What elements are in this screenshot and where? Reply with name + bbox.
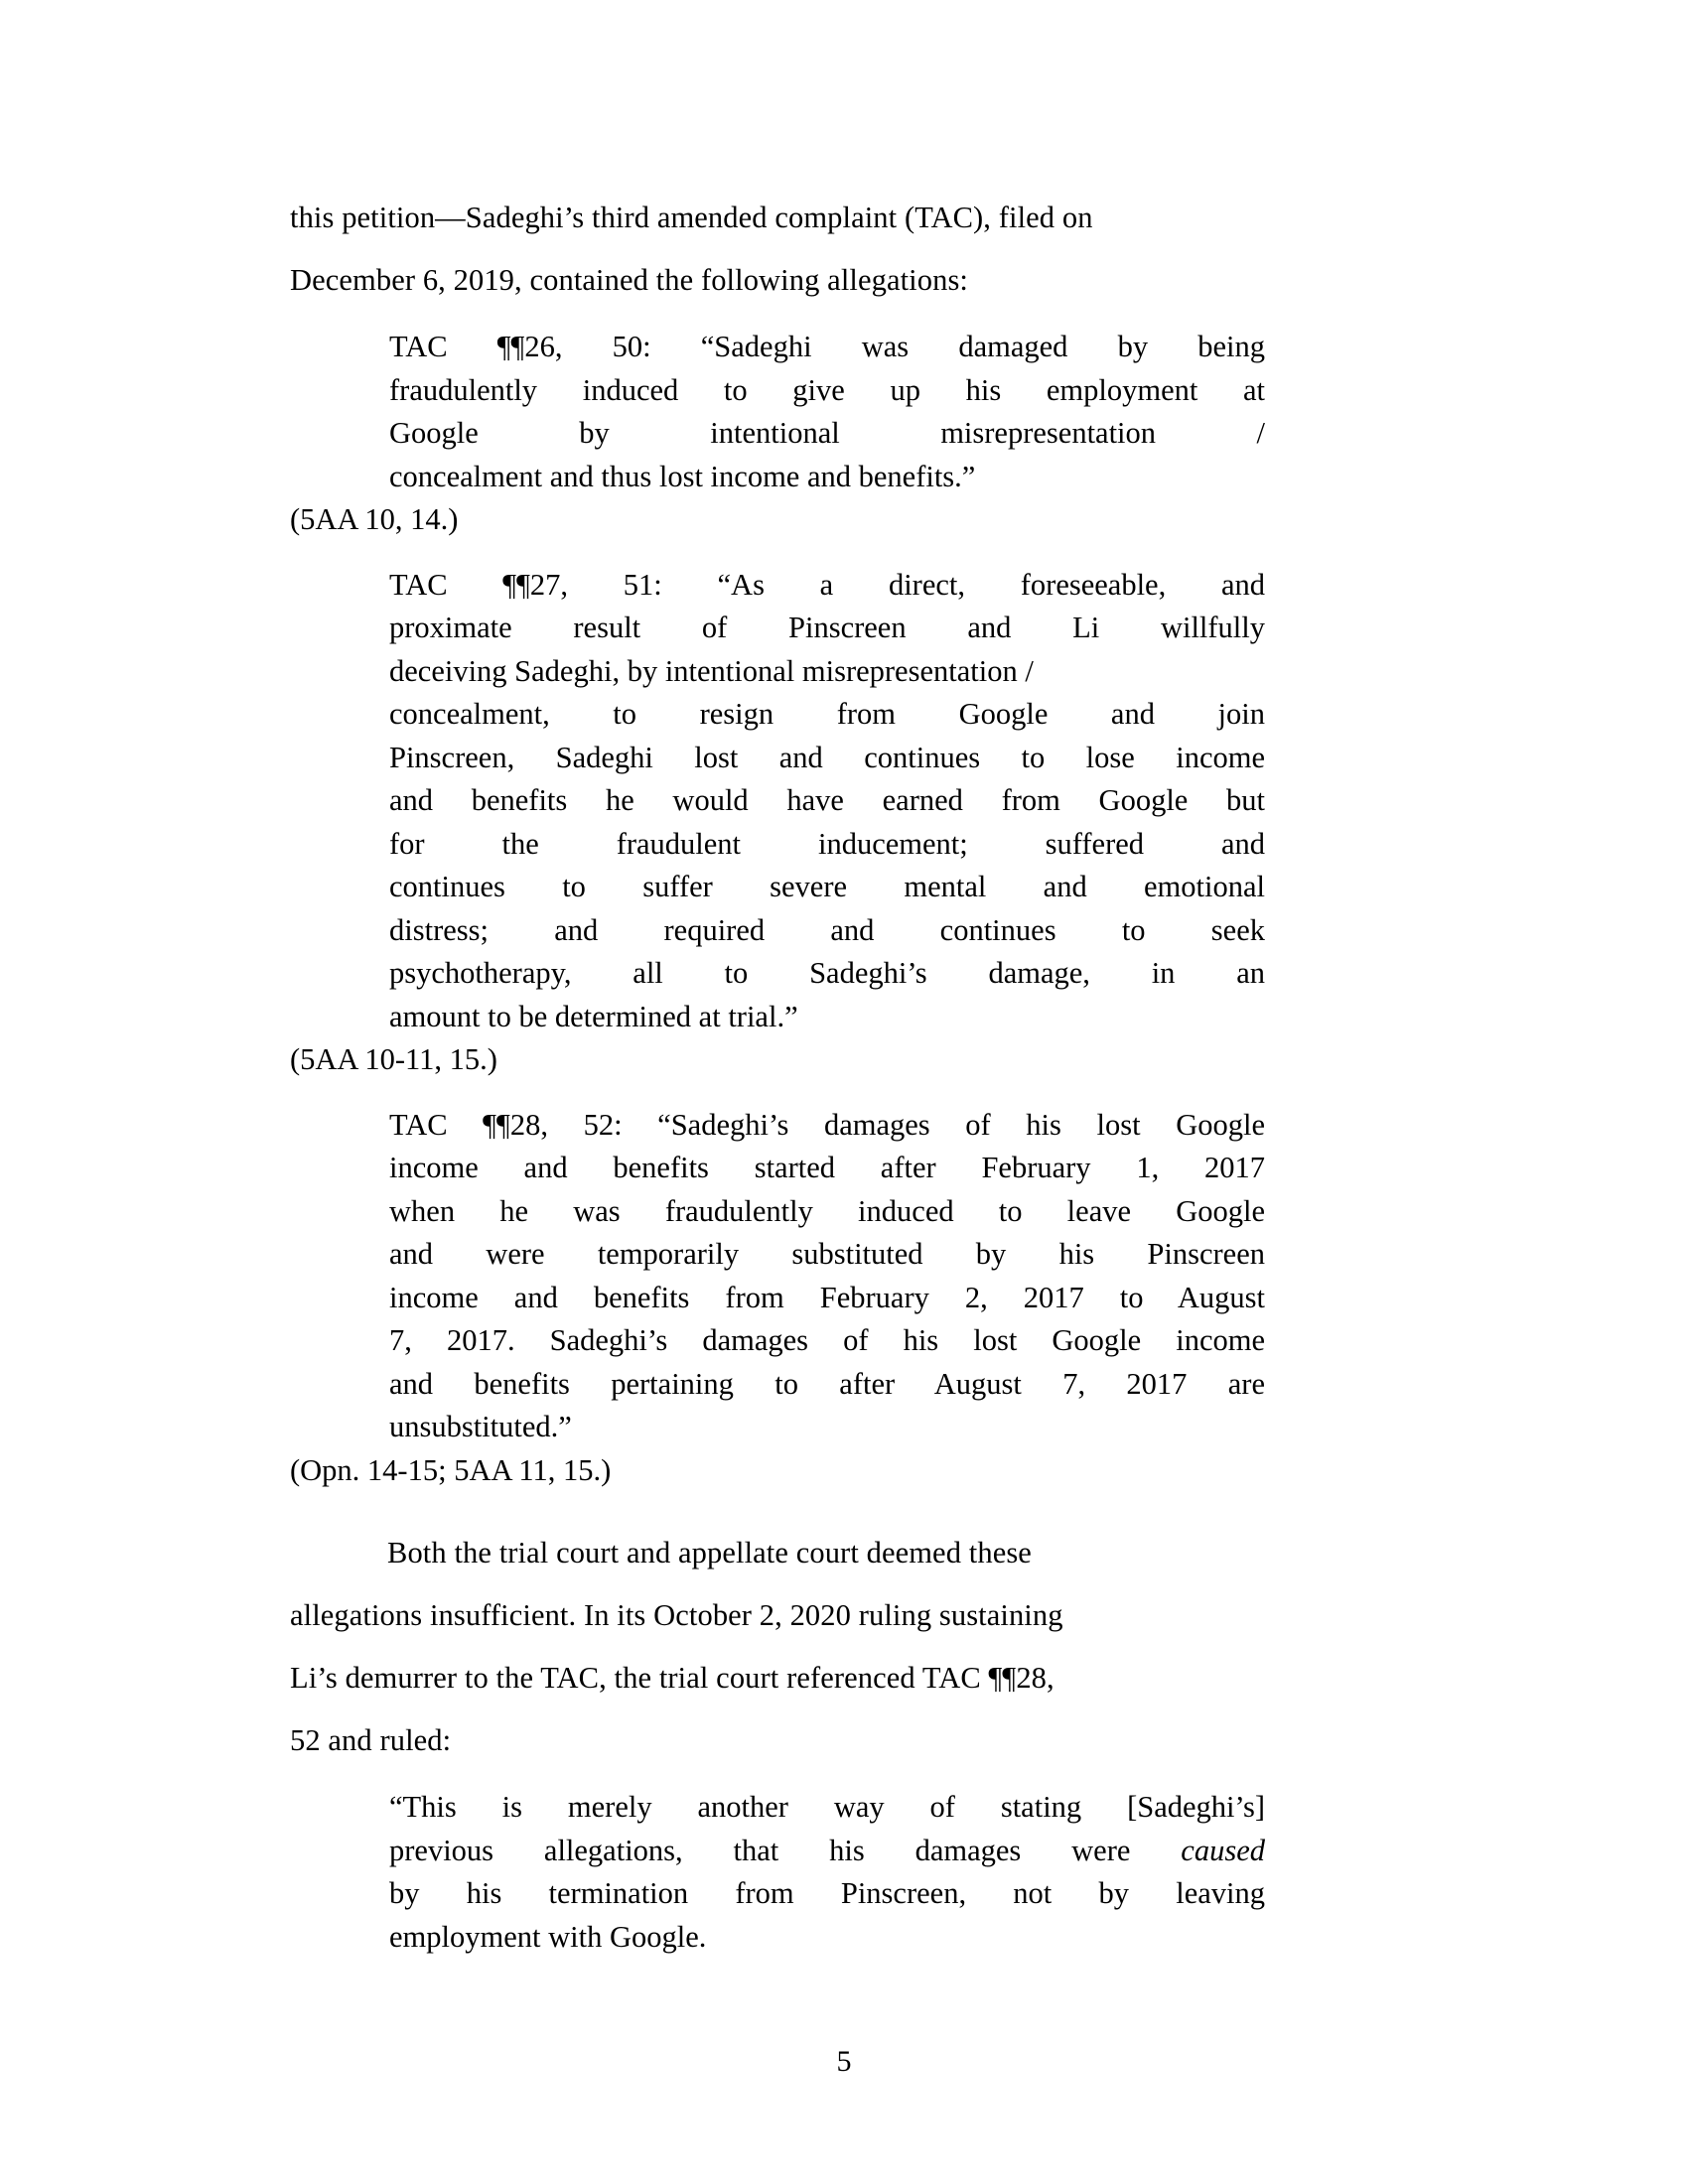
- quote-line: psychotherapy, all to Sadeghi’s damage, in an: [389, 956, 1265, 990]
- quote-line: unsubstituted.”: [389, 1410, 572, 1443]
- quote-line: proximate result of Pinscreen and Li willfully: [389, 611, 1265, 644]
- citation-5aa-10-11-15: (5AA 10-11, 15.): [290, 1042, 497, 1076]
- quote-line: “This is merely another way of stating [Sadeghi’s]: [389, 1790, 1265, 1824]
- quote-line-with-emphasis: [389, 1830, 1265, 1873]
- blockquote-tac-27-51: [290, 564, 1265, 1039]
- analysis-line-2: allegations insufficient. In its October 2, 2020 ruling sustaining: [290, 1598, 1063, 1632]
- quote-line: TAC ¶¶28, 52: “Sadeghi’s damages of his lost Google: [389, 1107, 1265, 1142]
- quote-line: by his termination from Pinscreen, not by leaving: [389, 1876, 1265, 1910]
- quote-line: amount to be determined at trial.”: [389, 999, 798, 1033]
- citation-5aa-10-14: (5AA 10, 14.): [290, 502, 459, 536]
- intro-paragraph: [290, 187, 1364, 312]
- quote-line: employment with Google.: [389, 1919, 707, 1954]
- quote-line: distress; and required and continues to seek: [389, 912, 1265, 947]
- quote-line: 7, 2017. Sadeghi’s damages of his lost Google income: [389, 1323, 1265, 1357]
- quote-line: and benefits he would have earned from Google but: [389, 783, 1265, 817]
- quote-line: Google by intentional misrepresentation /: [389, 416, 1265, 450]
- analysis-line-3: Li’s demurrer to the TAC, the trial court referenced TAC ¶¶28,: [290, 1661, 1055, 1695]
- quote-line: when he was fraudulently induced to leave Google: [389, 1193, 1265, 1228]
- emphasis-caused: caused: [1181, 1833, 1265, 1867]
- intro-line-2: December 6, 2019, contained the following allegations:: [290, 263, 968, 297]
- analysis-line-4: 52 and ruled:: [290, 1723, 452, 1757]
- quote-line: Pinscreen, Sadeghi lost and continues to lose income: [389, 740, 1265, 774]
- quote-line: and benefits pertaining to after August 7, 2017 are: [389, 1366, 1265, 1401]
- quote-line: income and benefits started after February 1, 2017: [389, 1151, 1265, 1184]
- quote-line: TAC ¶¶27, 51: “As a direct, foreseeable, and: [389, 567, 1265, 602]
- blockquote-tac-28-52: [290, 1104, 1265, 1449]
- intro-line-1: this petition—Sadeghi’s third amended complaint (TAC), filed on: [290, 201, 1093, 234]
- quote-line: fraudulently induced to give up his employment at: [389, 372, 1265, 407]
- page-content: [290, 187, 1364, 1959]
- quote-line: deceiving Sadeghi, by intentional misrepresentation /: [389, 653, 1034, 688]
- quote-line: concealment and thus lost income and benefits.”: [389, 459, 976, 493]
- quote-line: for the fraudulent inducement; suffered and: [389, 826, 1265, 861]
- analysis-paragraph: [290, 1522, 1364, 1772]
- quote-line: income and benefits from February 2, 2017 to August: [389, 1280, 1265, 1314]
- quote-line: concealment, to resign from Google and join: [389, 697, 1265, 731]
- citation-opn-14-15: (Opn. 14-15; 5AA 11, 15.): [290, 1452, 612, 1487]
- blockquote-trial-court-ruling: [290, 1786, 1265, 1959]
- blockquote-tac-26-50: [290, 326, 1265, 498]
- page-number: 5: [836, 2045, 852, 2078]
- quote-line: TAC ¶¶26, 50: “Sadeghi was damaged by being: [389, 330, 1265, 363]
- quote-line-text: previous allegations, that his damages were: [389, 1833, 1182, 1867]
- quote-line: and were temporarily substituted by his Pinscreen: [389, 1237, 1265, 1271]
- analysis-line-1: Both the trial court and appellate court deemed these: [387, 1536, 1032, 1570]
- quote-line: continues to suffer severe mental and emotional: [389, 870, 1265, 903]
